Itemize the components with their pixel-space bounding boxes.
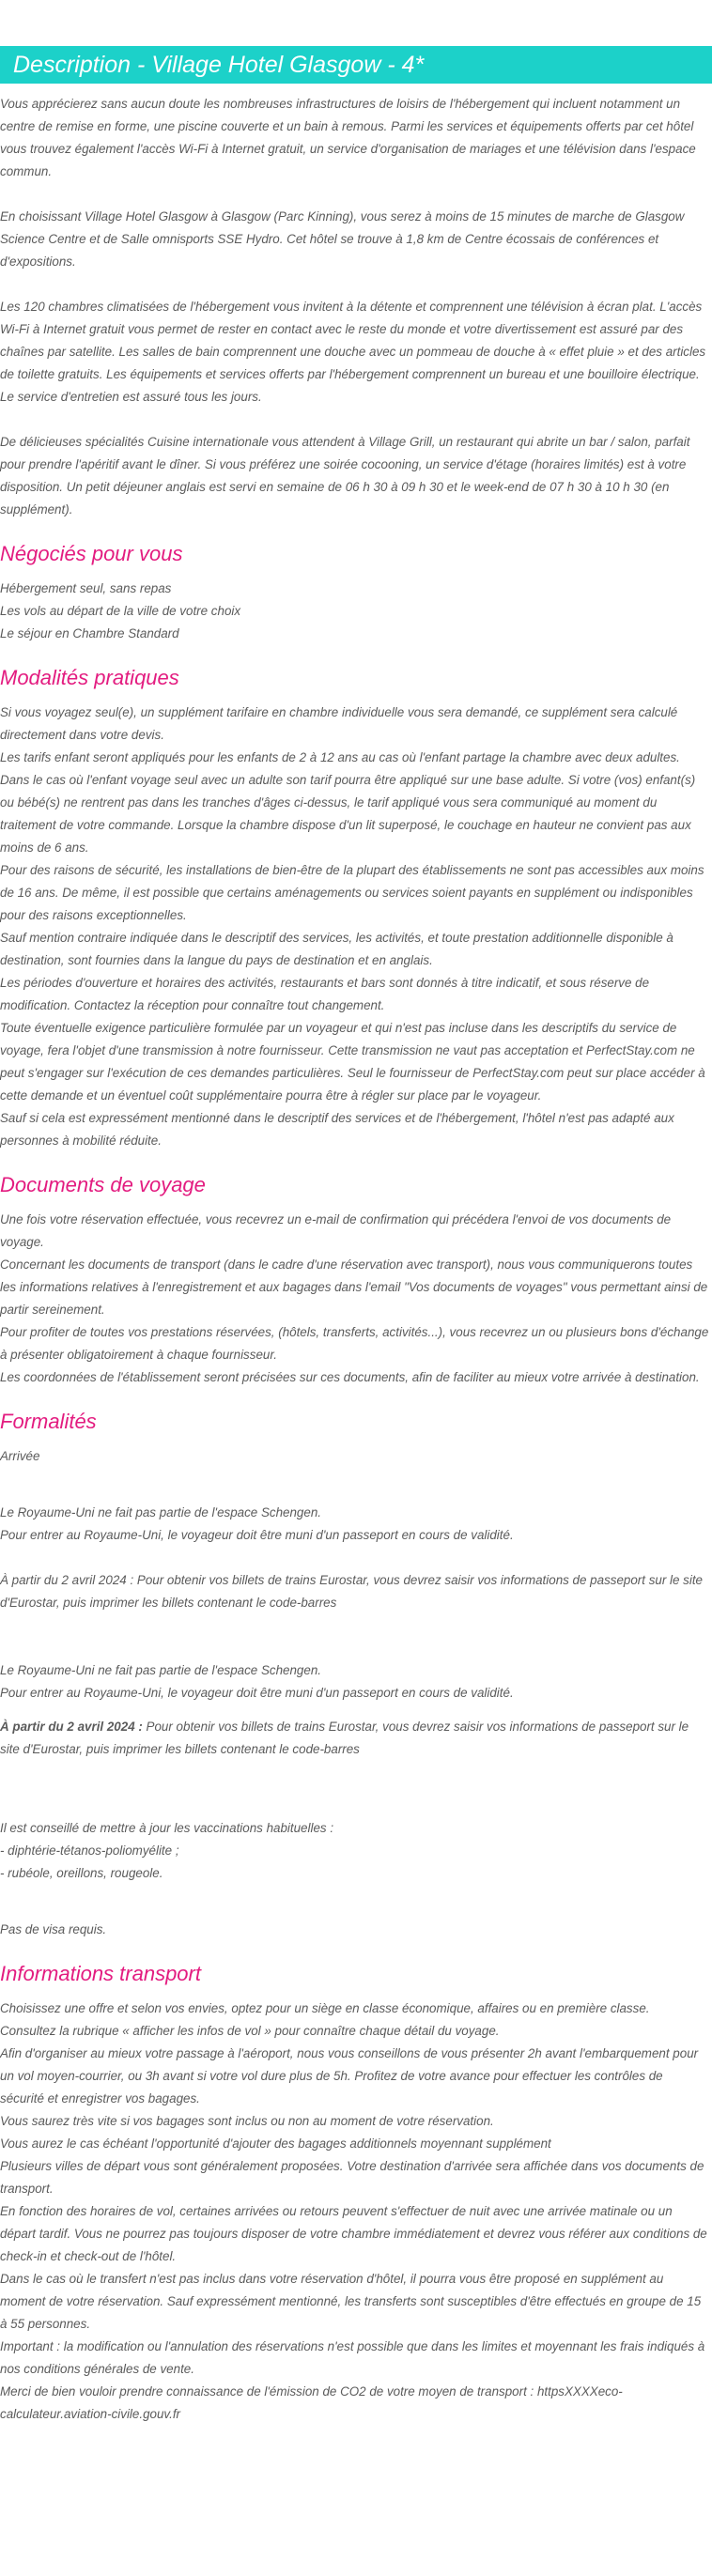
transport-line: Choisissez une offre et selon vos envies, optez pour un siège en classe économique, affaires ou en première classe. bbox=[0, 2001, 650, 2015]
modalites-line: Toute éventuelle exigence particulière formulée par un voyageur et qui n'est pas incluse dans les descriptifs du service de voyage, fera l'objet d'une transmission à notre fournisseur. Cette transmission ne vaut pas acceptation et PerfectStay.com ne peut s'engager sur l'exécution de ces demandes particulières. Seul le fournisseur de PerfectStay.com peut sur place accéder à cette demande et un éventuel coût supplémentaire pourra être à régler sur place par le voyageur. bbox=[0, 1021, 705, 1103]
transport-line: Afin d'organiser au mieux votre passage à l'aéroport, nous vous conseillons de vous présenter 2h avant l'embarquement pour un vol moyen-courrier, ou 3h avant si votre vol dure plus de 5h. Profitez de votre avance pour effectuer les contrôles de sécurité et enregistrer vos bagages. bbox=[0, 2046, 699, 2106]
formalites-passport: Pour entrer au Royaume-Uni, le voyageur doit être muni d'un passeport en cours de validité. bbox=[0, 1686, 514, 1700]
modalites-heading: Modalités pratiques bbox=[0, 666, 179, 689]
modalites-line: Pour des raisons de sécurité, les installations de bien-être de la plupart des établissements ne sont pas accessibles aux moins de 16 ans. De même, il est possible que certains aménagements ou services soient payants en supplément ou indisponibles pour des raisons exceptionnelles. bbox=[0, 863, 704, 922]
formalites-vaccins-intro: Il est conseillé de mettre à jour les vaccinations habituelles : bbox=[0, 1821, 334, 1835]
modalites-section bbox=[0, 664, 712, 1152]
transport-section bbox=[0, 1960, 712, 2426]
documents-line: Pour profiter de toutes vos prestations réservées, (hôtels, transferts, activités...), vous recevrez un ou plusieurs bons d'échange à présenter obligatoirement à chaque fournisseur. bbox=[0, 1325, 709, 1362]
formalites-schengen: Le Royaume-Uni ne fait pas partie de l'espace Schengen. bbox=[0, 1505, 321, 1519]
formalites-section bbox=[0, 1408, 712, 1941]
description-paragraph-2: En choisissant Village Hotel Glasgow à Glasgow (Parc Kinning), vous serez à moins de 15 minutes de marche de Glasgow Science Centre et de Salle omnisports SSE Hydro. Cet hôtel se trouve à 1,8 km de Centre écossais de conférences et d'expositions. bbox=[0, 209, 685, 269]
formalites-eurostar bbox=[0, 1716, 712, 1761]
description-paragraph-4: De délicieuses spécialités Cuisine internationale vous attendent à Village Grill, un restaurant qui abrite un bar / salon, parfait pour prendre l'apéritif avant le dîner. Si vous préférez une soirée cocooning, un service d'étage (horaires limités) est à votre disposition. Un petit déjeuner anglais est servi en semaine de 06 h 30 à 09 h 30 et le week-end de 07 h 30 à 10 h 30 (en supplément). bbox=[0, 435, 690, 517]
negocies-heading: Négociés pour vous bbox=[0, 542, 183, 565]
transport-line: Important : la modification ou l'annulation des réservations n'est possible que dans les limites et moyennant les frais indiqués à nos conditions générales de vente. bbox=[0, 2339, 705, 2376]
transport-co2-link[interactable]: Merci de bien vouloir prendre connaissance de l'émission de CO2 de votre moyen de transport : httpsXXXXeco-calculateur.aviation-civile.gouv.fr bbox=[0, 2384, 623, 2421]
documents-line: Une fois votre réservation effectuée, vous recevrez un e-mail de confirmation qui précédera l'envoi de vos documents de voyage. bbox=[0, 1212, 672, 1249]
formalites-schengen: Le Royaume-Uni ne fait pas partie de l'espace Schengen. bbox=[0, 1663, 321, 1677]
negocies-item: Le séjour en Chambre Standard bbox=[0, 626, 179, 640]
documents-line: Les coordonnées de l'établissement seront précisées sur ces documents, afin de faciliter au mieux votre arrivée à destination. bbox=[0, 1370, 700, 1384]
modalites-line: Les périodes d'ouverture et horaires des activités, restaurants et bars sont donnés à titre indicatif, et sous réserve de modification. Contactez la réception pour connaître tout changement. bbox=[0, 976, 650, 1012]
modalites-line: Sauf mention contraire indiquée dans le descriptif des services, les activités, et toute prestation additionnelle disponible à destination, sont fournies dans la langue du pays de destination et en anglais. bbox=[0, 931, 673, 967]
negocies-section bbox=[0, 540, 712, 645]
modalites-line: Sauf si cela est expressément mentionné dans le descriptif des services et de l'hébergement, l'hôtel n'est pas adapté aux personnes à mobilité réduite. bbox=[0, 1111, 674, 1148]
negocies-item: Les vols au départ de la ville de votre choix bbox=[0, 604, 241, 618]
modalites-line: Les tarifs enfant seront appliqués pour les enfants de 2 à 12 ans au cas où l'enfant partage la chambre avec deux adultes. Dans le cas où l'enfant voyage seul avec un adulte son tarif pourra être appliqué sur une base adulte. Si votre (vos) enfant(s) ou bébé(s) ne rentrent pas dans les tranches d'âges ci-dessus, le tarif appliqué vous sera communiqué au moment du traitement de votre commande. Lorsque la chambre dispose d'un lit superposé, le couchage en hauteur ne convient pas aux moins de 6 ans. bbox=[0, 750, 696, 855]
formalites-visa: Pas de visa requis. bbox=[0, 1922, 107, 1936]
description-section bbox=[0, 93, 712, 521]
transport-line: Plusieurs villes de départ vous sont généralement proposées. Votre destination d'arrivée sera affichée dans vos documents de transport. bbox=[0, 2159, 704, 2196]
page-title: Description - Village Hotel Glasgow - 4* bbox=[0, 46, 712, 84]
formalites-passport: Pour entrer au Royaume-Uni, le voyageur doit être muni d'un passeport en cours de validité. bbox=[0, 1528, 514, 1542]
formalites-eurostar: À partir du 2 avril 2024 : Pour obtenir vos billets de trains Eurostar, vous devrez saisir vos informations de passeport sur le site d'Eurostar, puis imprimer les billets contenant le code-barres bbox=[0, 1573, 703, 1610]
formalites-eurostar-date: À partir du 2 avril 2024 : bbox=[0, 1720, 143, 1734]
formalites-heading: Formalités bbox=[0, 1410, 97, 1433]
negocies-item: Hébergement seul, sans repas bbox=[0, 581, 172, 595]
documents-heading: Documents de voyage bbox=[0, 1173, 206, 1196]
transport-line: Vous aurez le cas échéant l'opportunité d'ajouter des bagages additionnels moyennant supplément bbox=[0, 2136, 551, 2151]
transport-line: Dans le cas où le transfert n'est pas inclus dans votre réservation d'hôtel, il pourra vous être proposé en supplément au moment de votre réservation. Sauf expressément mentionné, les transferts sont susceptibles d'être effectués en groupe de 15 à 55 personnes. bbox=[0, 2272, 702, 2331]
formalites-eurostar-text: Pour obtenir vos billets de trains Eurostar, vous devrez saisir vos informations de passeport sur le site d'Eurostar, puis imprimer les billets contenant le code-barres bbox=[0, 1720, 689, 1756]
formalites-vaccin: - diphtérie-tétanos-poliomyélite ; bbox=[0, 1843, 179, 1858]
documents-section bbox=[0, 1171, 712, 1389]
formalites-arrivee: Arrivée bbox=[0, 1449, 40, 1463]
modalites-line: Si vous voyagez seul(e), un supplément tarifaire en chambre individuelle vous sera demandé, ce supplément sera calculé directement dans votre devis. bbox=[0, 705, 678, 742]
transport-line: Vous saurez très vite si vos bagages sont inclus ou non au moment de votre réservation. bbox=[0, 2114, 494, 2128]
formalites-vaccin: - rubéole, oreillons, rougeole. bbox=[0, 1866, 163, 1880]
transport-line: Consultez la rubrique « afficher les infos de vol » pour connaître chaque détail du voyage. bbox=[0, 2024, 500, 2038]
documents-line: Concernant les documents de transport (dans le cadre d'une réservation avec transport), nous vous communiquerons toutes les informations relatives à l'enregistrement et aux bagages dans l'email "Vos documents de voyages" vous permettant ainsi de partir sereinement. bbox=[0, 1257, 708, 1317]
transport-line: En fonction des horaires de vol, certaines arrivées ou retours peuvent s'effectuer de nuit avec une arrivée matinale ou un départ tardif. Vous ne pourrez pas toujours disposer de votre chambre immédiatement et devrez vous référer aux conditions de check-in et check-out de l'hôtel. bbox=[0, 2204, 707, 2263]
description-paragraph-3: Les 120 chambres climatisées de l'hébergement vous invitent à la détente et comprennent une télévision à écran plat. L'accès Wi-Fi à Internet gratuit vous permet de rester en contact avec le reste du monde et votre divertissement est assuré par des chaînes par satellite. Les salles de bain comprennent une douche avec un pommeau de douche à « effet pluie » et des articles de toilette gratuits. Les équipements et services offerts par l'hébergement comprennent un bureau et une bouilloire électrique. Le service d'entretien est assuré tous les jours. bbox=[0, 300, 706, 404]
description-paragraph-1: Vous apprécierez sans aucun doute les nombreuses infrastructures de loisirs de l'hébergement qui incluent notamment un centre de remise en forme, une piscine couverte et un bain à remous. Parmi les services et équipements offerts par cet hôtel vous trouvez également l'accès Wi-Fi à Internet gratuit, un service d'organisation de mariages et une télévision dans l'espace commun. bbox=[0, 97, 696, 178]
transport-heading: Informations transport bbox=[0, 1962, 201, 1985]
